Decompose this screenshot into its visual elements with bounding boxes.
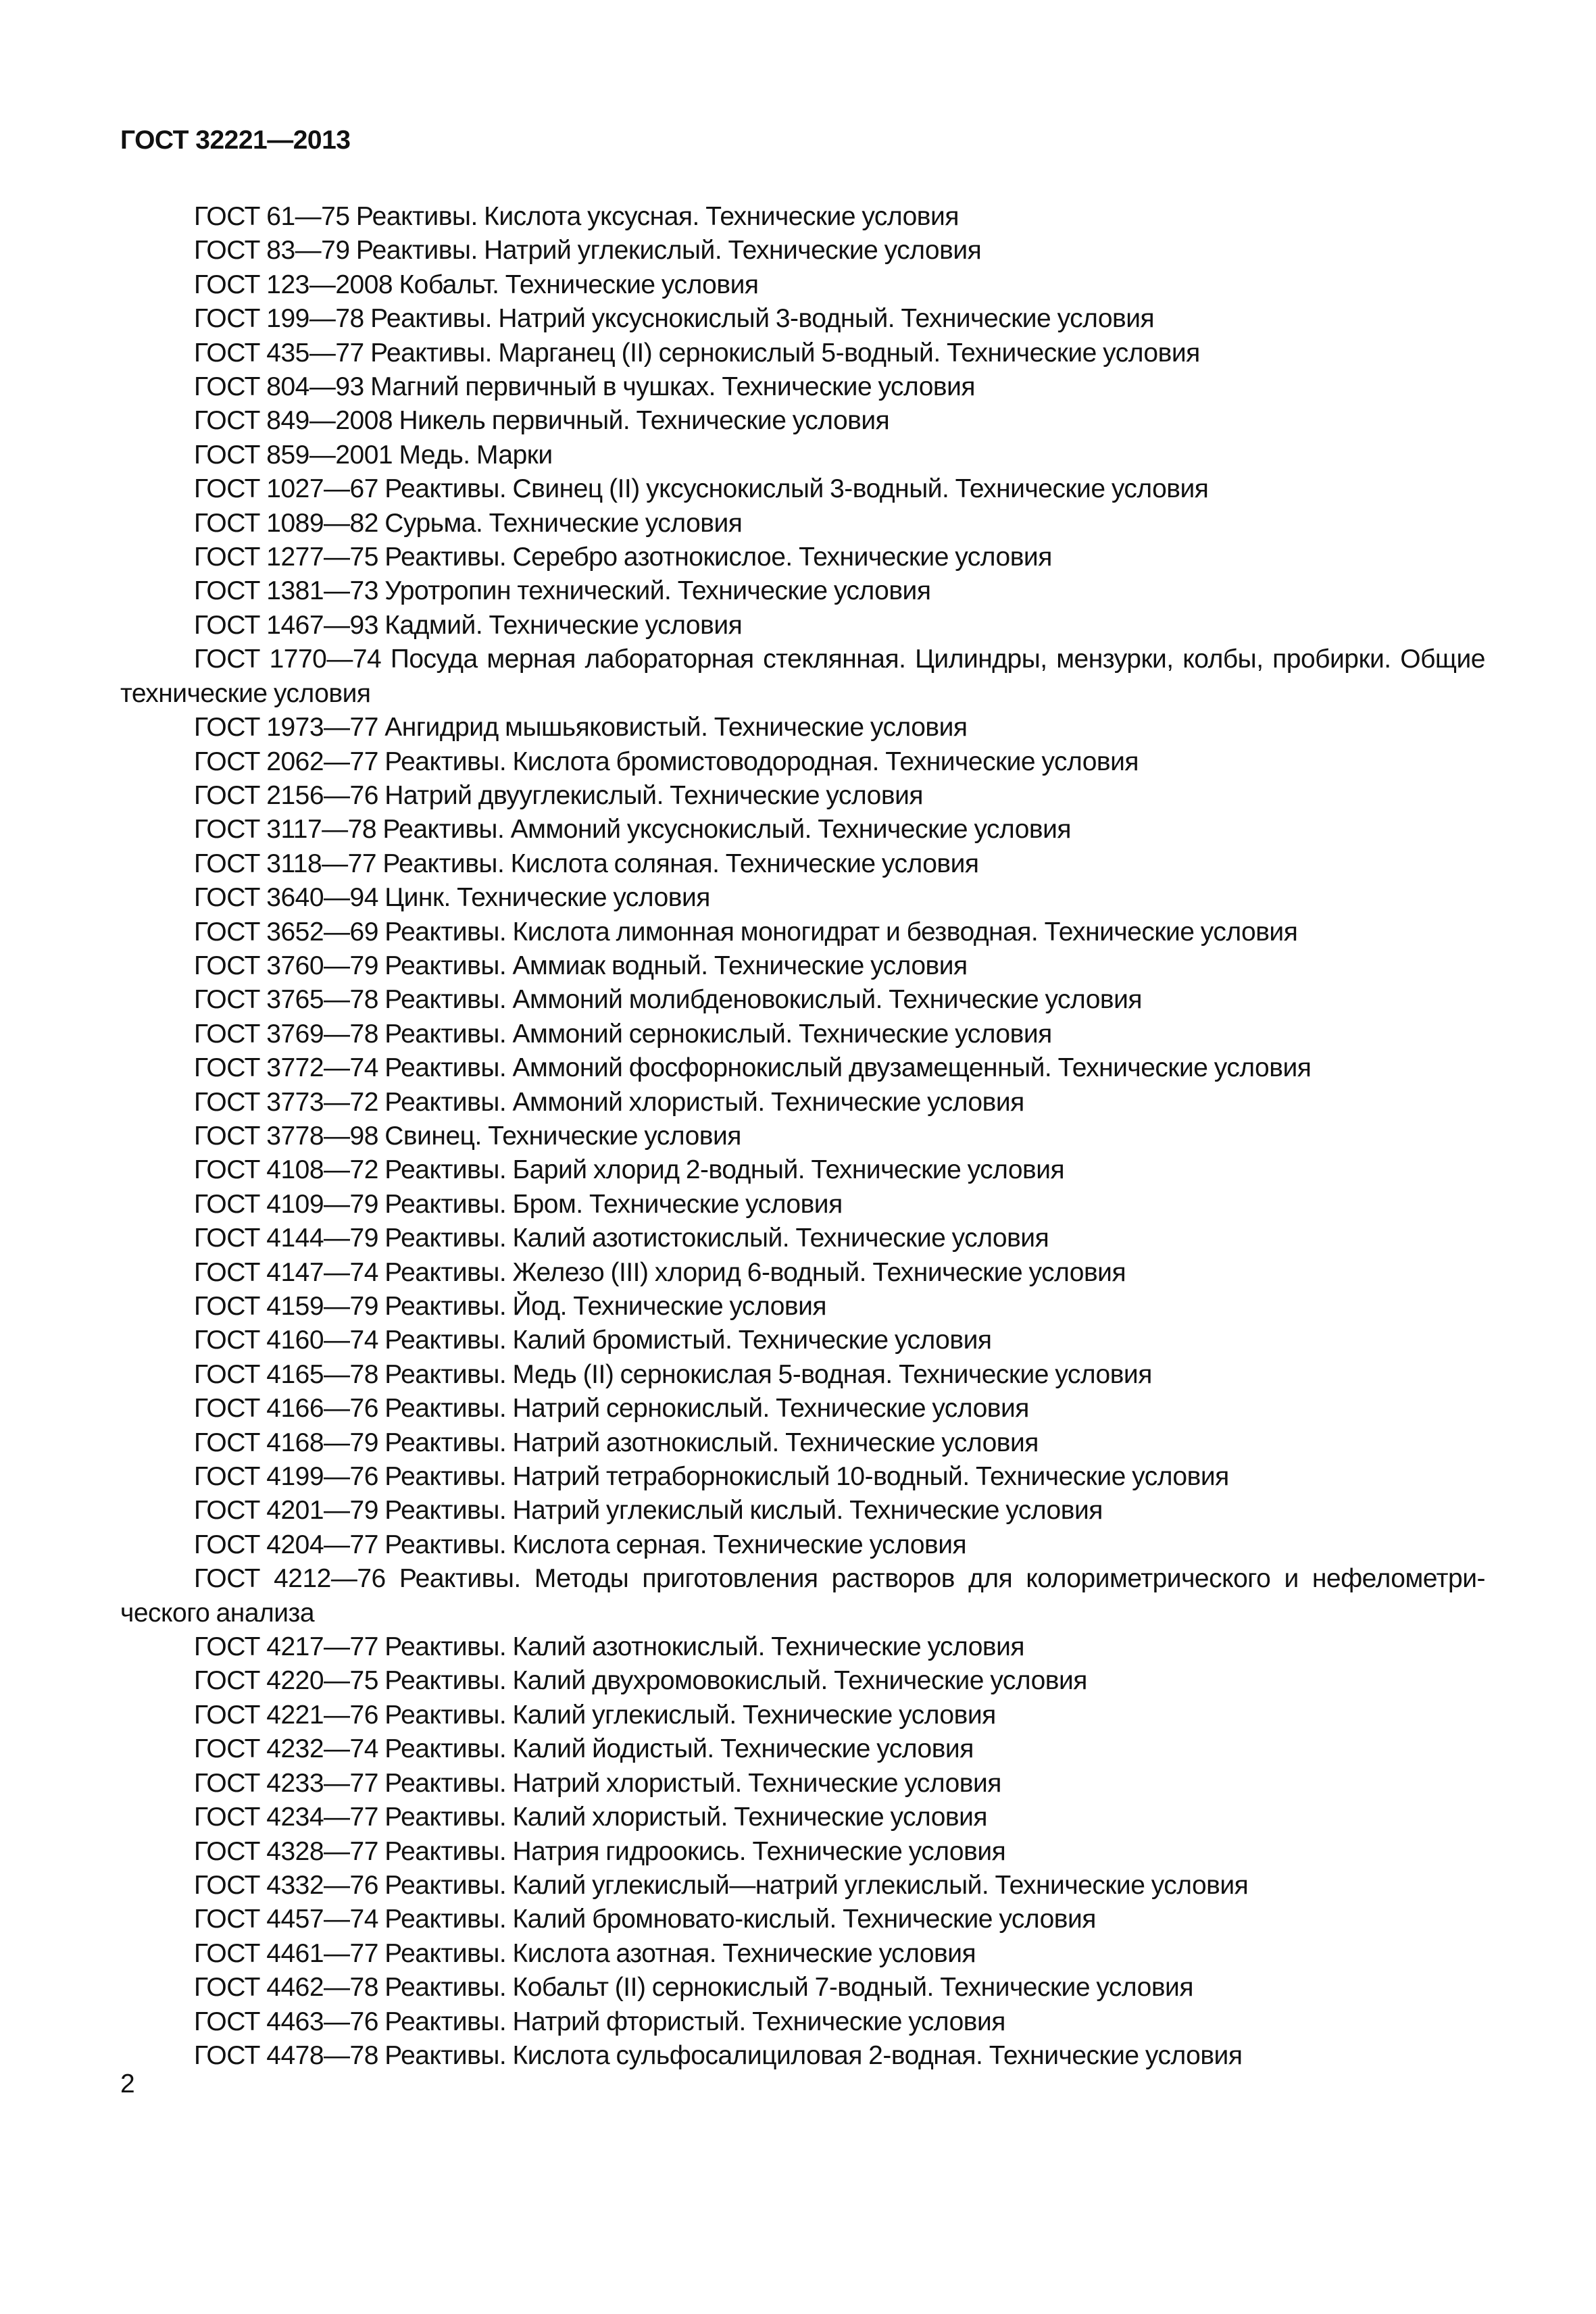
reference-item: ГОСТ 4168—79 Реактивы. Натрий азотнокислый. Технические условия [194, 1428, 1039, 1457]
reference-item: ГОСТ 804—93 Магний первичный в чушках. Технические условия [194, 372, 976, 402]
reference-item: ГОСТ 4199—76 Реактивы. Натрий тетраборнокислый 10-водный. Технические условия [194, 1462, 1229, 1492]
reference-item: ГОСТ 859—2001 Медь. Марки [194, 440, 553, 470]
reference-item: ГОСТ 435—77 Реактивы. Марганец (II) сернокислый 5-водный. Технические условия [194, 338, 1200, 368]
reference-item: ГОСТ 3778—98 Свинец. Технические условия [194, 1121, 741, 1151]
reference-item: ГОСТ 4217—77 Реактивы. Калий азотнокислый. Технические условия [194, 1632, 1025, 1662]
reference-item: ГОСТ 4108—72 Реактивы. Барий хлорид 2-водный. Технические условия [194, 1155, 1065, 1185]
reference-item: ГОСТ 4147—74 Реактивы. Железо (III) хлорид 6-водный. Технические условия [194, 1257, 1126, 1287]
reference-item: ГОСТ 4166—76 Реактивы. Натрий сернокислый. Технические условия [194, 1394, 1029, 1424]
reference-item: ГОСТ 4328—77 Реактивы. Натрия гидроокись. Технические условия [194, 1836, 1006, 1866]
reference-item: ГОСТ 1973—77 Ангидрид мышьяковистый. Технические условия [194, 713, 968, 743]
reference-item: ГОСТ 199—78 Реактивы. Натрий уксуснокислый 3-водный. Технические условия [194, 304, 1155, 334]
reference-item: ГОСТ 4144—79 Реактивы. Калий азотистокислый. Технические условия [194, 1224, 1049, 1253]
reference-item: ГОСТ 4221—76 Реактивы. Калий углекислый. Технические условия [194, 1700, 996, 1730]
reference-item: ГОСТ 1467—93 Кадмий. Технические условия [194, 610, 743, 640]
reference-item: ГОСТ 4165—78 Реактивы. Медь (II) сернокислая 5-водная. Технические условия [194, 1359, 1152, 1389]
reference-item: ГОСТ 3772—74 Реактивы. Аммоний фосфорнокислый двузамещенный. Технические условия [194, 1053, 1312, 1083]
reference-item: ГОСТ 3760—79 Реактивы. Аммиак водный. Технические условия [194, 951, 968, 980]
reference-item: ГОСТ 3118—77 Реактивы. Кислота соляная. Технические условия [194, 849, 979, 878]
reference-item: ГОСТ 4234—77 Реактивы. Калий хлористый. Технические условия [194, 1803, 988, 1832]
reference-item: ГОСТ 4212—76 Реактивы. Методы приготовления растворов для колориметрического и нефелометри-ческого анализа [120, 1564, 1485, 1628]
reference-item: ГОСТ 83—79 Реактивы. Натрий углекислый. Технические условия [194, 236, 982, 266]
reference-item: ГОСТ 3640—94 Цинк. Технические условия [194, 883, 710, 913]
reference-item: ГОСТ 1027—67 Реактивы. Свинец (II) уксуснокислый 3-водный. Технические условия [194, 474, 1209, 504]
reference-item: ГОСТ 4204—77 Реактивы. Кислота серная. Технические условия [194, 1530, 967, 1559]
reference-item: ГОСТ 849—2008 Никель первичный. Технические условия [194, 406, 890, 436]
reference-item: ГОСТ 61—75 Реактивы. Кислота уксусная. Технические условия [194, 202, 959, 231]
normative-references-list [120, 200, 1485, 2073]
reference-item: ГОСТ 1089—82 Сурьма. Технические условия [194, 508, 743, 538]
reference-item: ГОСТ 123—2008 Кобальт. Технические условия [194, 270, 759, 299]
reference-item: ГОСТ 4232—74 Реактивы. Калий йодистый. Технические условия [194, 1734, 974, 1764]
reference-item: ГОСТ 4220—75 Реактивы. Калий двухромовокислый. Технические условия [194, 1666, 1087, 1696]
reference-item: ГОСТ 4478—78 Реактивы. Кислота сульфосалициловая 2-водная. Технические условия [194, 2040, 1243, 2070]
reference-item: ГОСТ 4201—79 Реактивы. Натрий углекислый кислый. Технические условия [194, 1496, 1103, 1526]
reference-item: ГОСТ 1770—74 Посуда мерная лабораторная стеклянная. Цилиндры, мензурки, колбы, пробирки. Общие технические условия [120, 645, 1485, 708]
reference-item: ГОСТ 4160—74 Реактивы. Калий бромистый. Технические условия [194, 1326, 992, 1355]
reference-item: ГОСТ 3773—72 Реактивы. Аммоний хлористый. Технические условия [194, 1087, 1024, 1117]
reference-item: ГОСТ 4461—77 Реактивы. Кислота азотная. Технические условия [194, 1938, 976, 1968]
reference-item: ГОСТ 4233—77 Реактивы. Натрий хлористый. Технические условия [194, 1768, 1001, 1798]
reference-item: ГОСТ 3652—69 Реактивы. Кислота лимонная моногидрат и безводная. Технические условия [194, 917, 1298, 947]
reference-item: ГОСТ 2156—76 Натрий двууглекислый. Технические условия [194, 780, 923, 810]
reference-item: ГОСТ 2062—77 Реактивы. Кислота бромистоводородная. Технические условия [194, 747, 1139, 776]
reference-item: ГОСТ 4463—76 Реактивы. Натрий фтористый. Технические условия [194, 2007, 1005, 2036]
reference-item: ГОСТ 3765—78 Реактивы. Аммоний молибденовокислый. Технические условия [194, 985, 1143, 1015]
page-number: 2 [120, 2069, 135, 2098]
reference-item: ГОСТ 3769—78 Реактивы. Аммоний сернокислый. Технические условия [194, 1019, 1052, 1049]
reference-item: ГОСТ 4462—78 Реактивы. Кобальт (II) сернокислый 7-водный. Технические условия [194, 1973, 1193, 2003]
reference-item: ГОСТ 4332—76 Реактивы. Калий углекислый—натрий углекислый. Технические условия [194, 1870, 1249, 1900]
document-header: ГОСТ 32221—2013 [120, 126, 351, 155]
reference-item: ГОСТ 1277—75 Реактивы. Серебро азотнокислое. Технические условия [194, 543, 1052, 572]
reference-item: ГОСТ 4109—79 Реактивы. Бром. Технические условия [194, 1189, 843, 1219]
reference-item: ГОСТ 4159—79 Реактивы. Йод. Технические условия [194, 1292, 827, 1321]
reference-item: ГОСТ 3117—78 Реактивы. Аммоний уксуснокислый. Технические условия [194, 815, 1072, 845]
reference-item: ГОСТ 4457—74 Реактивы. Калий бромновато-кислый. Технические условия [194, 1905, 1096, 1934]
reference-item: ГОСТ 1381—73 Уротропин технический. Технические условия [194, 576, 931, 606]
